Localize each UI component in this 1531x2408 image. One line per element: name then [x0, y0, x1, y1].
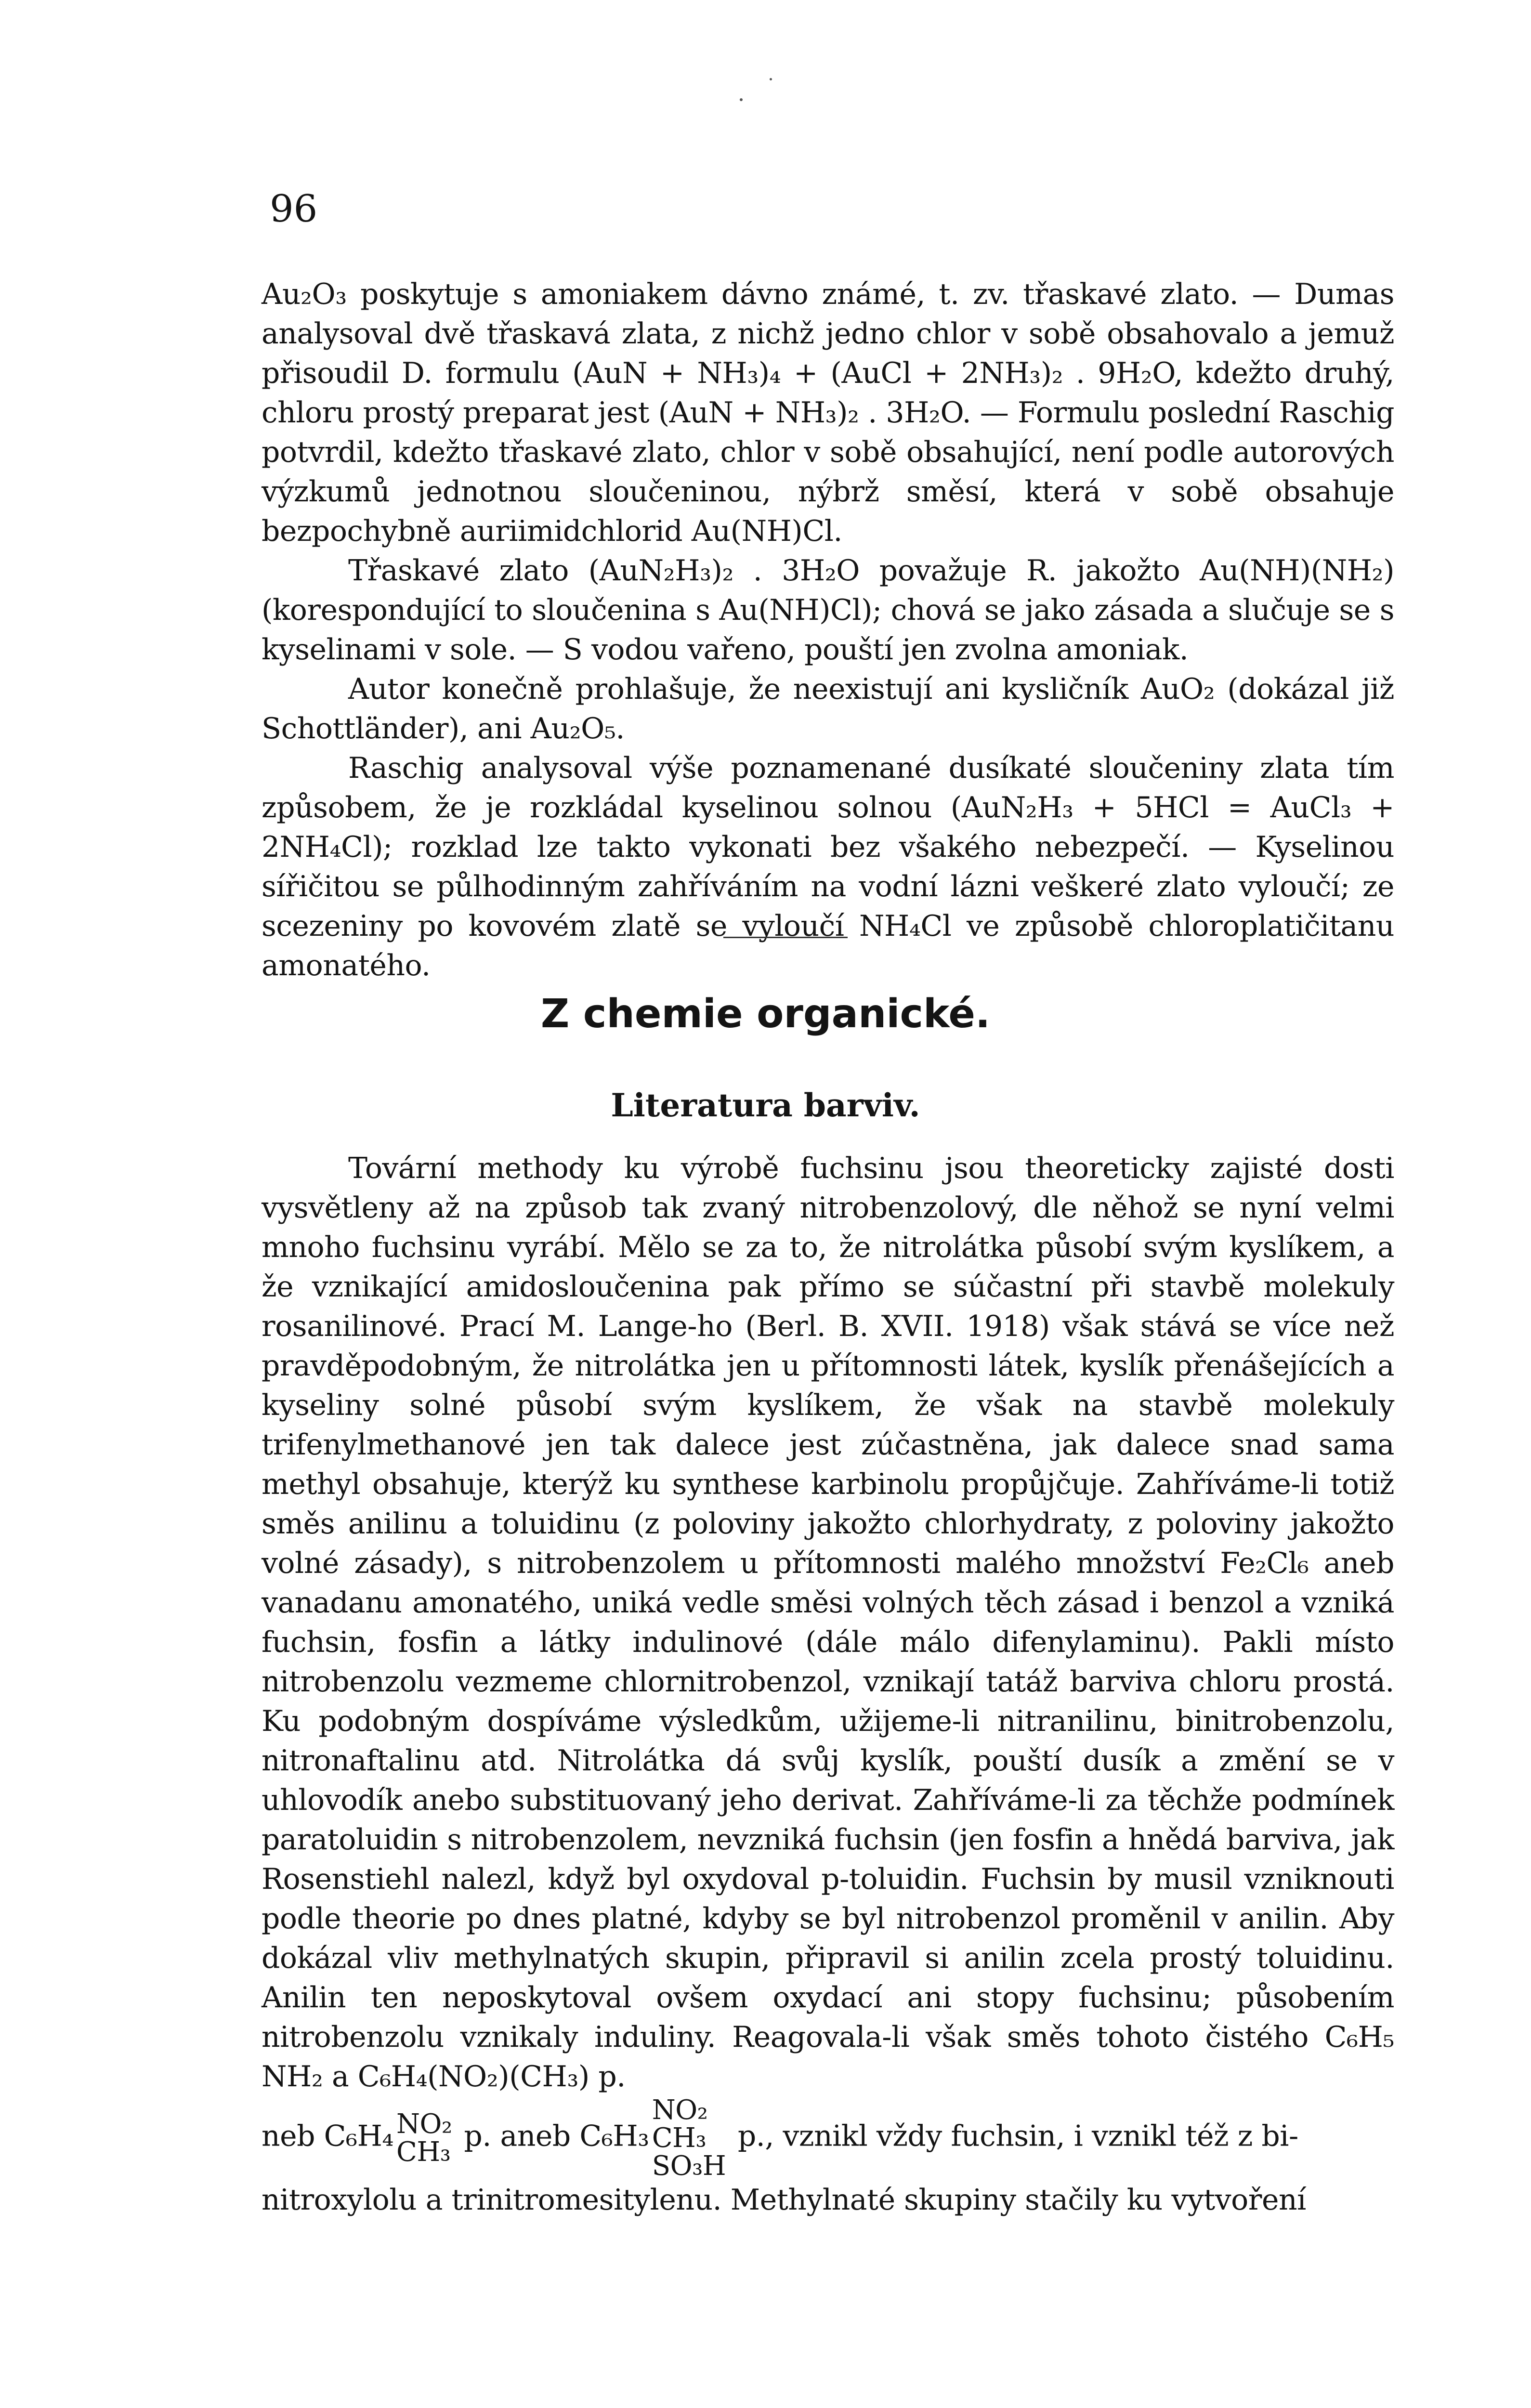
section-heading: Z chemie organické.	[540, 991, 991, 1037]
paragraph-fuchsin-methods: Tovární methody ku výrobě fuchsinu jsou theoreticky zajisté dosti vysvětleny až na způsob tak zvaný nitrobenzolový, dle něhož se nyní velmi mnoho fuchsinu vyrábí. Mělo se za to, že nitrolátka působí svým kyslíkem, a že vznikající amidosloučenina pak přímo se súčastní při stavbě molekuly rosanilinové. Prací M. Lange-ho (Berl. B. XVII. 1918) však stává se více než pravděpodobným, že nitrolátka jen u přítomnosti látek, kyslík přenášejících a kyseliny solné působí svým kyslíkem, že však na stavbě molekuly trifenylmethanové jen tak dalece jest zúčastněna, jak dalece snad sama methyl obsahuje, kterýž ku synthese karbinolu propůjčuje. Zahříváme-li totiž směs anilinu a toluidinu (z poloviny jakožto chlorhydraty, z poloviny jakožto volné zásady), s nitrobenzolem u přítomnosti malého množství Fe₂Cl₆ aneb vanadanu amonatého, uniká vedle směsi volných těch zásad i benzol a vzniká fuchsin, fosfin a látky indulinové (dále málo difenylaminu). Pakli místo nitrobenzolu vezmeme chlornitrobenzol, vznikají tatáž barviva chloru prostá. Ku podobným dospíváme výsledkům, užijeme-li nitranilinu, binitrobenzolu, nitronaftalinu atd. Nitrolátka dá svůj kyslík, pouští dusík a změní se v uhlovodík anebo substituovaný jeho derivat. Zahříváme-li za těchže podmínek paratoluidin s nitrobenzolem, nevzniká fuchsin (jen fosfin a hnědá barviva, jak Rosenstiehl nalezl, když byl oxydoval p-toluidin. Fuchsin by musil vzniknouti podle theorie po dnes platné, kdyby se byl nitrobenzol proměnil v anilin. Aby dokázal vliv methylnatých skupin, připravil si anilin zcela prostý toluidinu. Anilin ten neposkytoval ovšem oxydací ani stopy fuchsinu; působením nitrobenzolu vznikaly induliny. Reagovala-li však směs tohoto čistého C₆H₅ NH₂ a C₆H₄(NO₂)(CH₃) p.	[262, 1152, 1394, 2094]
top-text-block	[262, 275, 1394, 985]
formula-stack-1-top: NO₂	[396, 2108, 452, 2140]
formula-line	[262, 2096, 1394, 2180]
paragraph-trifle-gold-formula: Třaskavé zlato (AuN₂H₃)₂ . 3H₂O považuje R. jakožto Au(NH)(NH₂) (korespondující to sloučenina s Au(NH)Cl); chová se jako zásada a slučuje se s kyselinami v sole. — S vodou vařeno, pouští jen zvolna amoniak.	[262, 554, 1394, 667]
formula-tail: p., vznikl vždy fuchsin, i vznikl též z bi-	[737, 2119, 1298, 2153]
scan-speck	[770, 78, 772, 80]
subsection-heading: Literatura barviv.	[611, 1086, 920, 1124]
formula-stack-2	[652, 2096, 726, 2180]
formula-stack-1	[396, 2110, 452, 2166]
scan-speck	[740, 98, 743, 101]
formula-middle: p. aneb C₆H₃	[464, 2119, 649, 2153]
paragraph-raschig-analysis: Raschig analysoval výše poznamenané dusíkaté sloučeniny zlata tím způsobem, že je rozkládal kyselinou solnou (AuN₂H₃ + 5HCl = AuCl₃ + 2NH₄Cl); rozklad lze takto vykonati bez všakého nebezpečí. — Kyselinou sířičitou se půlhodinným zahříváním na vodní lázni veškeré zlato vyloučí; ze scezeniny po kovovém zlatě se vyloučí NH₄Cl ve způsobě chloroplatičitanu amonatého.	[262, 751, 1394, 982]
last-line: nitroxylolu a trinitromesitylenu. Methylnaté skupiny stačily ku vytvoření	[262, 2183, 1306, 2217]
section-divider	[723, 937, 848, 938]
formula-lead: neb C₆H₄	[262, 2119, 393, 2153]
formula-stack-2-bottom: SO₃H	[652, 2150, 726, 2182]
formula-stack-2-middle: CH₃	[652, 2122, 707, 2154]
main-text-block	[262, 1149, 1394, 2220]
paragraph-trifle-gold-intro: Au₂O₃ poskytuje s amoniakem dávno známé, t. zv. třaskavé zlato. — Dumas analysoval dvě třaskavá zlata, z nichž jedno chlor v sobě obsahovalo a jemuž přisoudil D. formulu (AuN + NH₃)₄ + (AuCl + 2NH₃)₂ . 9H₂O, kdežto druhý, chloru prostý preparat jest (AuN + NH₃)₂ . 3H₂O. — Formulu poslední Raschig potvrdil, kdežto třaskavé zlato, chlor v sobě obsahující, není podle autorových výzkumů jednotnou sloučeninou, nýbrž směsí, která v sobě obsahuje bezpochybně auriimidchlorid Au(NH)Cl.	[262, 277, 1394, 548]
page-number: 96	[270, 187, 318, 231]
formula-stack-2-top: NO₂	[652, 2094, 708, 2126]
formula-stack-1-bottom: CH₃	[396, 2136, 451, 2168]
paragraph-author-conclusion: Autor konečně prohlašuje, že neexistují ani kysličník AuO₂ (dokázal již Schottländer), ani Au₂O₅.	[262, 672, 1394, 746]
